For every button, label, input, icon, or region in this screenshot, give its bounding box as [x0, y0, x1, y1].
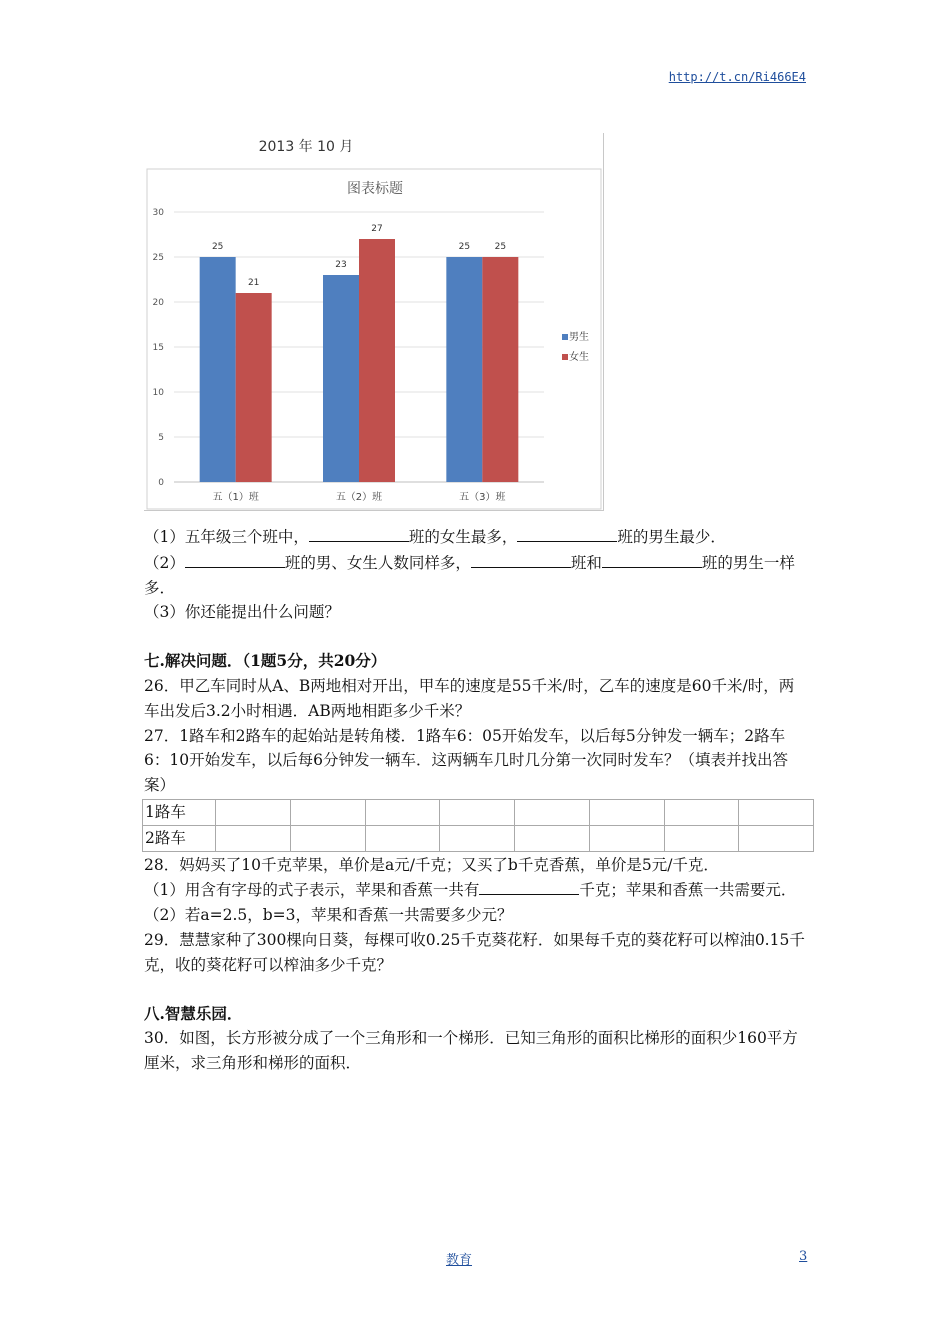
table-row — [143, 799, 814, 825]
p28-1-text-a: （1）用含有字母的式子表示，苹果和香蕉一共有 — [144, 881, 480, 900]
problem-26: 26．甲乙车同时从A、B两地相对开出，甲车的速度是55千米/时，乙车的速度是60千米/时，两车出发后3.2小时相遇．AB两地相距多少千米？ — [144, 676, 795, 720]
y-tick-label: 30 — [152, 208, 164, 218]
bus-schedule-table — [142, 799, 814, 852]
bar-女生-0 — [236, 293, 272, 482]
legend-swatch — [562, 354, 568, 360]
x-tick-label: 五（3）班 — [459, 492, 506, 503]
y-tick-label: 25 — [152, 253, 164, 263]
bar-女生-2 — [482, 257, 518, 482]
table-cell[interactable] — [739, 825, 814, 851]
problem-28-part-1 — [144, 877, 806, 903]
x-tick-label: 五（1）班 — [212, 492, 259, 503]
data-label: 25 — [458, 242, 471, 252]
data-label: 25 — [494, 242, 507, 252]
data-label: 23 — [335, 260, 347, 270]
section-8-heading: 八.智慧乐园． — [144, 1003, 243, 1023]
table-cell[interactable] — [216, 799, 291, 825]
table-cell[interactable] — [664, 825, 739, 851]
answer-blank[interactable] — [471, 550, 571, 568]
bar-男生-1 — [323, 275, 359, 482]
table-cell[interactable] — [440, 825, 515, 851]
y-tick-label: 10 — [152, 388, 164, 398]
problem-30: 30．如图，长方形被分成了一个三角形和一个梯形．已知三角形的面积比梯形的面积少160平方厘米，求三角形和梯形的面积． — [144, 1029, 798, 1073]
bar-chart — [144, 133, 604, 511]
table-cell[interactable] — [216, 825, 291, 851]
q2-text-d: 班的男生一样多． — [144, 553, 795, 597]
problem-27: 27．1路车和2路车的起始站是转角楼．1路车6：05开始发车，以后每5分钟发一辆车；2路车6：10开始发车，以后每6分钟发一辆车．这两辆车几时几分第一次同时发车？（填表并找出答案） — [144, 726, 788, 795]
q2-text-b: 班的男、女生人数同样多， — [284, 553, 471, 572]
answer-blank[interactable] — [602, 550, 702, 568]
q1-text-c: 班的男生最少． — [617, 528, 726, 546]
question-content — [144, 524, 806, 1076]
q1-text-b: 班的女生最多， — [408, 528, 518, 546]
problem-29: 29．慧慧家种了300棵向日葵，每棵可收0.25千克葵花籽．如果每千克的葵花籽可以榨油0.15千克，收的葵花籽可以榨油多少千克？ — [144, 930, 805, 974]
q2-text-a: （2） — [144, 553, 185, 572]
bar-女生-1 — [359, 239, 395, 482]
data-label: 25 — [211, 242, 224, 252]
chart-title: 图表标题 — [347, 181, 403, 197]
legend-label: 女生 — [569, 352, 589, 363]
data-label: 27 — [371, 224, 383, 234]
bar-男生-0 — [200, 257, 236, 482]
table-cell[interactable] — [589, 825, 664, 851]
page-number: 3 — [799, 1249, 808, 1264]
chart-outer-title: 2013 年 10 月 — [258, 139, 354, 155]
table-cell[interactable] — [515, 799, 590, 825]
question-1 — [144, 524, 806, 550]
bar-男生-2 — [446, 257, 482, 482]
question-2 — [144, 550, 806, 601]
x-tick-label: 五（2）班 — [335, 492, 383, 503]
bar-chart-frame — [144, 133, 604, 511]
y-tick-label: 0 — [158, 478, 164, 488]
y-tick-label: 5 — [158, 433, 164, 443]
table-cell[interactable] — [365, 799, 440, 825]
footer-link[interactable]: 教育 — [446, 1253, 473, 1268]
q2-text-c: 班和 — [570, 553, 602, 572]
table-cell[interactable] — [290, 799, 365, 825]
legend-label: 男生 — [569, 332, 589, 343]
row-label-route-2: 2路车 — [143, 825, 216, 851]
problem-28: 28．妈妈买了10千克苹果，单价是a元/千克；又买了b千克香蕉，单价是5元/千克． — [144, 855, 719, 874]
table-cell[interactable] — [290, 825, 365, 851]
q1-text-a: （1）五年级三个班中， — [144, 528, 309, 546]
table-cell[interactable] — [739, 799, 814, 825]
answer-blank[interactable] — [309, 524, 409, 542]
problem-28-part-2: （2）若a=2.5，b=3，苹果和香蕉一共需要多少元？ — [144, 906, 513, 925]
table-cell[interactable] — [365, 825, 440, 851]
y-tick-label: 15 — [152, 343, 164, 353]
header-link[interactable]: http://t.cn/Ri466E4 — [668, 70, 806, 84]
table-cell[interactable] — [664, 799, 739, 825]
answer-blank[interactable] — [479, 877, 579, 895]
answer-blank[interactable] — [517, 524, 617, 542]
p28-1-text-b: 千克；苹果和香蕉一共需要元． — [579, 881, 797, 900]
section-7-heading: 七.解决问题．（1题5分，共20分） — [144, 651, 387, 671]
table-cell[interactable] — [440, 799, 515, 825]
y-tick-label: 20 — [152, 298, 164, 308]
data-label: 21 — [247, 278, 260, 288]
row-label-route-1: 1路车 — [143, 799, 216, 825]
question-3: （3）你还能提出什么问题？ — [144, 603, 340, 622]
table-cell[interactable] — [515, 825, 590, 851]
answer-blank[interactable] — [185, 550, 285, 568]
legend-swatch — [562, 334, 568, 340]
table-row — [143, 825, 814, 851]
table-cell[interactable] — [589, 799, 664, 825]
